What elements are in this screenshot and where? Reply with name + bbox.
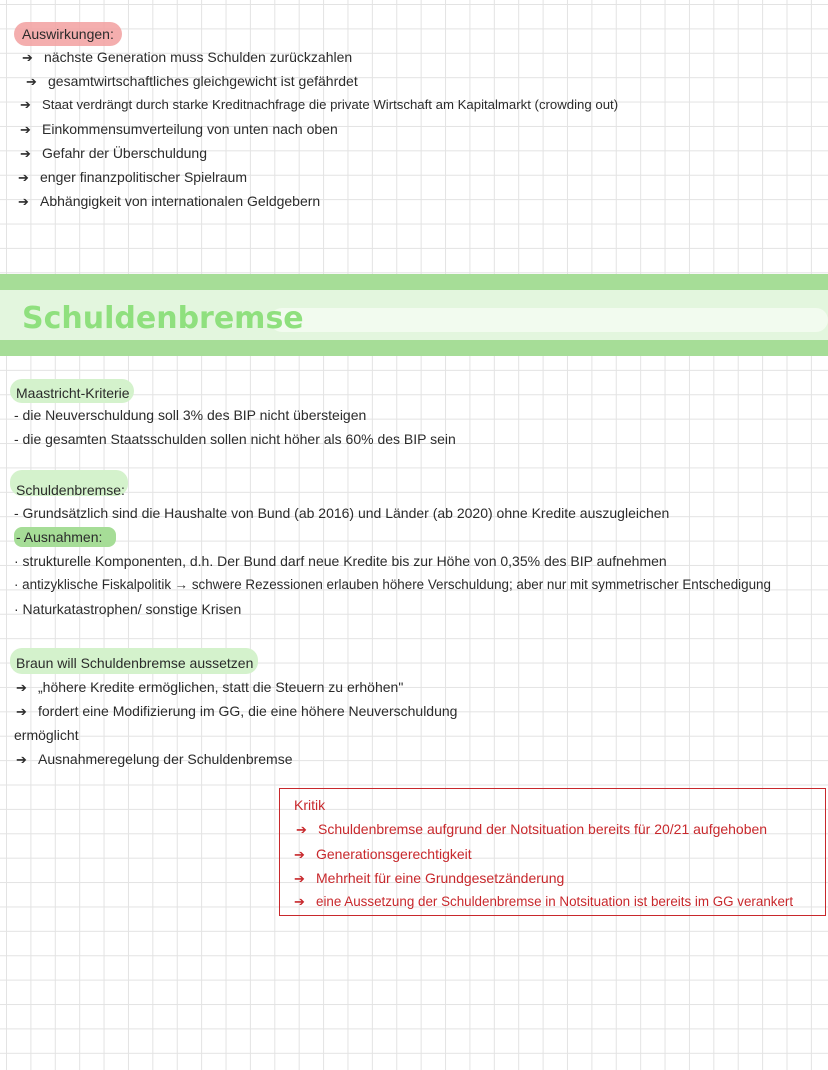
list-item-continuation: ermöglicht bbox=[14, 727, 79, 743]
arrow-right-icon: ➔ bbox=[294, 847, 305, 862]
list-item: ➔ Ausnahmeregelung der Schuldenbremse bbox=[16, 751, 293, 767]
list-item: ➔ fordert eine Modifizierung im GG, die eine höhere Neuverschuldung bbox=[16, 703, 458, 719]
schuldenbremse-intro: - Grundsätzlich sind die Haushalte von Bund (ab 2016) und Länder (ab 2020) ohne Kredite auszugleichen bbox=[14, 505, 670, 521]
title-band-bottom bbox=[0, 340, 828, 356]
auswirkungen-heading: Auswirkungen: bbox=[22, 26, 114, 42]
list-item: · antizyklische Fiskalpolitik → schwere Rezessionen erlauben höhere Verschuldung; aber nur mit symmetrischer Entschedigung bbox=[14, 577, 771, 592]
list-item: - die Neuverschuldung soll 3% des BIP nicht übersteigen bbox=[14, 407, 367, 423]
page-title: Schuldenbremse bbox=[22, 301, 304, 336]
arrow-right-icon: ➔ bbox=[294, 871, 305, 886]
arrow-right-icon: ➔ bbox=[20, 97, 31, 112]
list-item: · Naturkatastrophen/ sonstige Krisen bbox=[14, 601, 242, 617]
arrow-right-icon: ➔ bbox=[18, 194, 29, 209]
braun-heading: Braun will Schuldenbremse aussetzen bbox=[16, 655, 254, 671]
list-item: ➔ eine Aussetzung der Schuldenbremse in Notsituation ist bereits im GG verankert bbox=[294, 894, 794, 909]
schuldenbremse-heading: Schuldenbremse: bbox=[16, 482, 125, 498]
title-band-top bbox=[0, 274, 828, 290]
list-item: ➔ gesamtwirtschaftliches gleichgewicht ist gefährdet bbox=[26, 73, 358, 89]
list-item: ➔ Einkommensumverteilung von unten nach oben bbox=[20, 121, 338, 137]
arrow-right-icon: ➔ bbox=[20, 122, 31, 137]
list-item: ➔ Abhängigkeit von internationalen Geldgebern bbox=[18, 193, 321, 209]
list-item: ➔ Generationsgerechtigkeit bbox=[294, 846, 472, 862]
list-item: ➔ enger finanzpolitischer Spielraum bbox=[18, 169, 247, 185]
maastricht-heading: Maastricht-Kriterie bbox=[16, 385, 130, 401]
list-item: · strukturelle Komponenten, d.h. Der Bund darf neue Kredite bis zur Höhe von 0,35% des BIP aufnehmen bbox=[14, 553, 667, 569]
arrow-right-icon: ➔ bbox=[294, 894, 305, 909]
list-item: ➔ nächste Generation muss Schulden zurückzahlen bbox=[22, 49, 353, 65]
arrow-right-icon: ➔ bbox=[18, 170, 29, 185]
list-item: ➔ Gefahr der Überschuldung bbox=[20, 145, 207, 161]
title-glow bbox=[270, 308, 828, 332]
arrow-right-icon: ➔ bbox=[26, 74, 37, 89]
list-item: ➔ Staat verdrängt durch starke Kreditnachfrage die private Wirtschaft am Kapitalmarkt (crowding out) bbox=[20, 97, 619, 112]
arrow-right-icon: ➔ bbox=[16, 680, 27, 695]
list-item: - die gesamten Staatsschulden sollen nicht höher als 60% des BIP sein bbox=[14, 431, 456, 447]
arrow-right-icon: ➔ bbox=[16, 704, 27, 719]
list-item: ➔ Mehrheit für eine Grundgesetzänderung bbox=[294, 870, 565, 886]
arrow-right-icon: ➔ bbox=[22, 50, 33, 65]
list-item: ➔ Schuldenbremse aufgrund der Notsituation bereits für 20/21 aufgehoben bbox=[296, 821, 768, 837]
arrow-right-icon: ➔ bbox=[20, 146, 31, 161]
list-item: ➔ „höhere Kredite ermöglichen, statt die Steuern zu erhöhen" bbox=[16, 679, 404, 695]
arrow-right-icon: ➔ bbox=[16, 752, 27, 767]
kritik-heading: Kritik bbox=[294, 797, 326, 813]
ausnahmen-heading: - Ausnahmen: bbox=[16, 529, 103, 545]
arrow-right-icon: ➔ bbox=[296, 822, 307, 837]
